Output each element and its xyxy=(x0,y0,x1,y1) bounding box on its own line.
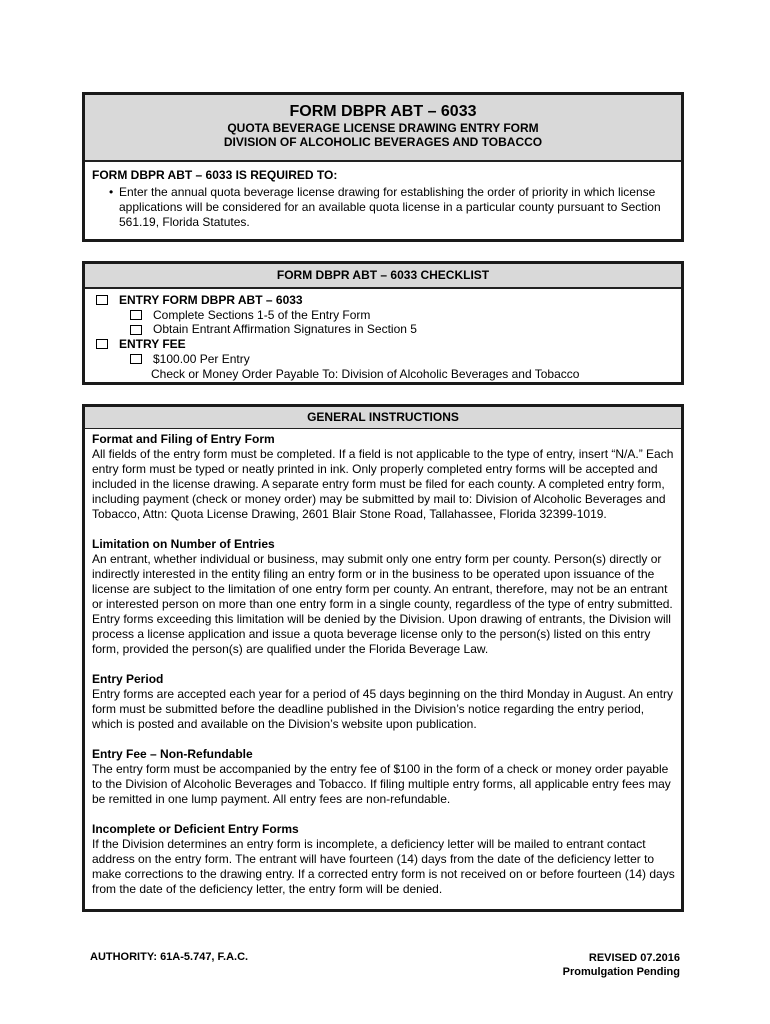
section-body: If the Division determines an entry form is incomplete, a deficiency letter will be mailed to entrant contact address on the entry form. The entrant will have fourteen (14) days from the date of the deficiency letter to make corrections to the drawing entry. If a corrected entry form is not received on or before fourteen (14) days from the date of the deficiency letter, the entry form will be denied. xyxy=(92,837,675,896)
section-body: The entry form must be accompanied by the entry fee of $100 in the form of a check or money order payable to the Division of Alcoholic Beverages and Tobacco. If filing multiple entry forms, all applicable entry fees may be remitted in one lump payment. All entry fees are non-refundable. xyxy=(92,762,671,806)
checklist-item-label: ENTRY FORM DBPR ABT – 6033 xyxy=(119,293,303,307)
form-subtitle-2: DIVISION OF ALCOHOLIC BEVERAGES AND TOBACCO xyxy=(223,135,543,149)
section-heading: Incomplete or Deficient Entry Forms xyxy=(92,822,299,836)
form-title: FORM DBPR ABT – 6033 xyxy=(289,103,477,120)
checkbox-icon[interactable] xyxy=(130,325,142,335)
footer-authority: AUTHORITY: 61A-5.747, F.A.C. xyxy=(90,951,249,963)
required-bullet xyxy=(92,185,674,230)
required-bullet-text: Enter the annual quota beverage license drawing for establishing the order of priority in which license applications will be considered for an available quota license in a particular county pursuant to Section 561.19, Florida Statutes. xyxy=(119,185,661,229)
checklist-item-label: $100.00 Per Entry xyxy=(153,351,250,366)
section-body: All fields of the entry form must be completed. If a field is not applicable to the type of entry, insert “N/A.” Each entry form must be typed or neatly printed in ink. Only properly completed entry forms will be accepted and included in the license drawing. A separate entry form must be filed for each county. A completed entry form, including payment (check or money order) may be submitted by mail to: Division of Alcoholic Beverages and Tobacco, Attn: Quota License Drawing, 2601 Blair Stone Road, Tallahassee, Florida 32399-1019. xyxy=(92,447,674,521)
checklist-item-label: Check or Money Order Payable To: Division of Alcoholic Beverages and Tobacco xyxy=(151,366,580,381)
checklist-box xyxy=(82,261,684,385)
section-body: An entrant, whether individual or business, may submit only one entry form per county. Person(s) directly or indirectly interested in the entity filing an entry form or in the business to be operated upon issuance of the license are subject to the limitation of one entry form per county. An entrant, therefore, may not be an entrant or interested person on more than one entry form in a single county, regardless of the type of entry submitted. Entry forms exceeding this limitation will be denied by the Division. Upon drawing of entrants, the Division will process a license application and issue a quota beverage license only to the person(s) listed on this entry form, provided the person(s) are qualified under the Florida Beverage Law. xyxy=(92,552,673,656)
required-heading: FORM DBPR ABT – 6033 IS REQUIRED TO: xyxy=(92,168,338,182)
footer-revised: REVISED 07.2016 xyxy=(588,952,680,964)
checkbox-icon[interactable] xyxy=(130,354,142,364)
footer-revision xyxy=(563,951,680,979)
footer-promulgation: Promulgation Pending xyxy=(562,966,680,978)
section-entry-fee xyxy=(92,747,675,807)
checkbox-icon[interactable] xyxy=(96,339,108,349)
checklist-subitem-fee-amount xyxy=(96,352,673,367)
checklist-subitem-complete-sections xyxy=(96,308,673,323)
bullet-icon: • xyxy=(109,185,114,199)
required-section xyxy=(85,162,681,230)
section-heading: Entry Period xyxy=(92,672,164,686)
section-incomplete-forms xyxy=(92,822,675,897)
section-format-filing xyxy=(92,432,675,522)
form-header-box xyxy=(82,92,684,242)
checklist-subitem-signatures xyxy=(96,322,673,337)
checklist-item-label: ENTRY FEE xyxy=(119,337,186,352)
instructions-title: GENERAL INSTRUCTIONS xyxy=(85,407,681,429)
form-header xyxy=(85,95,681,162)
section-entry-period xyxy=(92,672,675,732)
section-body: Entry forms are accepted each year for a period of 45 days beginning on the third Monday in August. An entry form must be submitted before the deadline published in the Division’s notice regarding the entry period, which is posted and available on the Division’s website upon publication. xyxy=(92,687,674,731)
checklist-item-entry-form xyxy=(96,293,673,308)
instructions-box xyxy=(82,404,684,912)
section-limitation xyxy=(92,537,675,657)
form-subtitle-1: QUOTA BEVERAGE LICENSE DRAWING ENTRY FORM xyxy=(227,121,539,135)
checkbox-icon[interactable] xyxy=(130,310,142,320)
checklist-item-entry-fee xyxy=(96,337,673,352)
section-heading: Format and Filing of Entry Form xyxy=(92,432,275,446)
checklist-item-label: Complete Sections 1-5 of the Entry Form xyxy=(153,307,371,322)
checklist-title: FORM DBPR ABT – 6033 CHECKLIST xyxy=(85,264,681,289)
checklist-items xyxy=(85,289,681,381)
instructions-content xyxy=(85,429,681,897)
section-heading: Limitation on Number of Entries xyxy=(92,537,275,551)
checkbox-icon[interactable] xyxy=(96,295,108,305)
checklist-subitem-payable-to xyxy=(96,367,673,382)
section-heading: Entry Fee – Non-Refundable xyxy=(92,747,253,761)
checklist-item-label: Obtain Entrant Affirmation Signatures in Section 5 xyxy=(153,322,417,337)
